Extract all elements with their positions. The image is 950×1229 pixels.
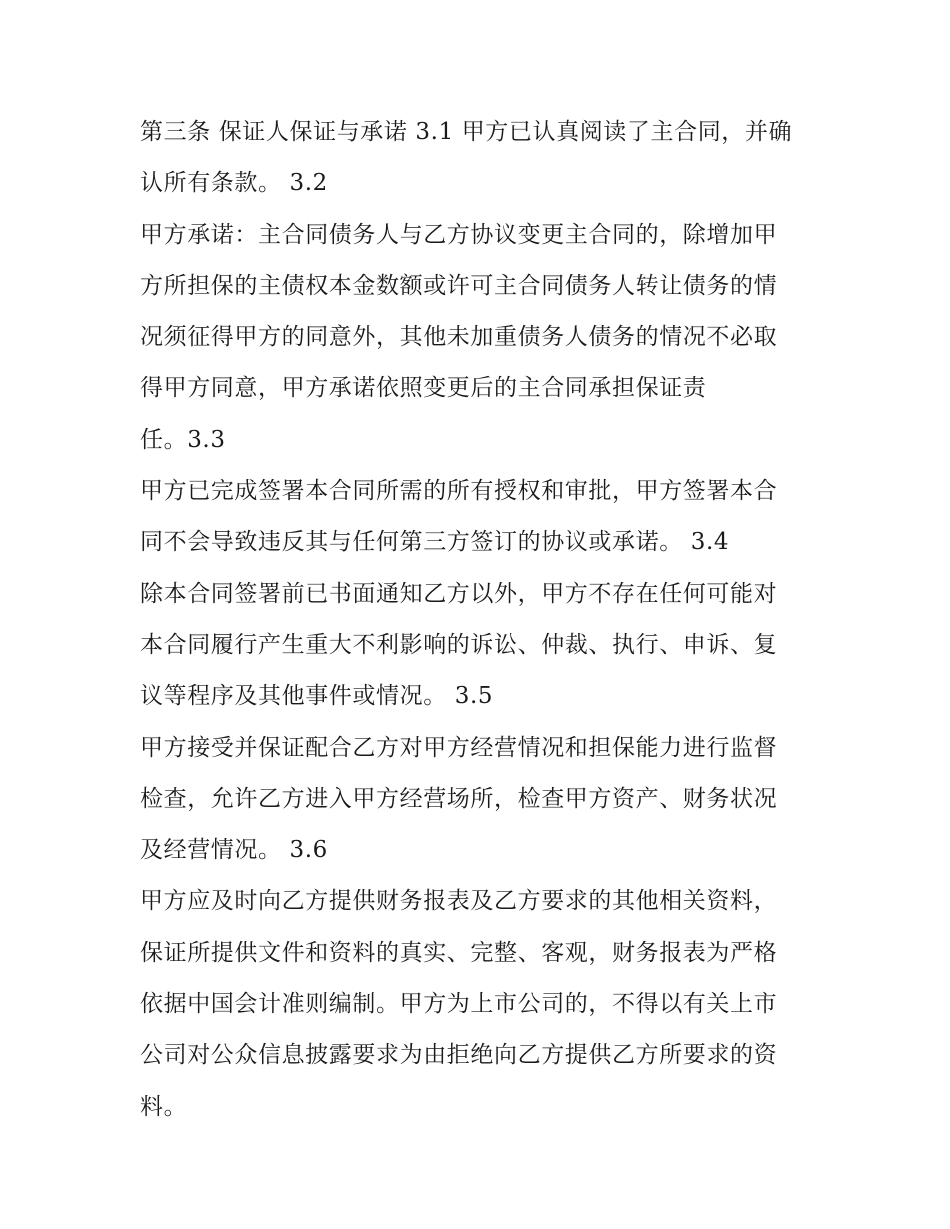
- text-line: 甲方承诺：主合同债务人与乙方协议变更主合同的，除增加甲: [140, 221, 778, 248]
- text-line: 检查，允许乙方进入甲方经营场所，检查甲方资产、财务状况: [140, 785, 778, 812]
- text-line: 第三条 保证人保证与承诺 3.1 甲方已认真阅读了主合同，并确: [140, 119, 793, 145]
- text-line: 甲方应及时向乙方提供财务报表及乙方要求的其他相关资料，: [140, 888, 778, 915]
- text-line: 甲方接受并保证配合乙方对甲方经营情况和担保能力进行监督: [140, 734, 778, 761]
- contract-text: [140, 107, 830, 1133]
- text-line: 公司对公众信息披露要求为由拒绝向乙方提供乙方所要求的资: [140, 1042, 778, 1069]
- text-line: 得甲方同意，甲方承诺依照变更后的主合同承担保证责: [140, 375, 707, 402]
- text-line: 料。: [140, 1093, 188, 1120]
- text-line: 甲方已完成签署本合同所需的所有授权和审批，甲方签署本合: [140, 478, 778, 505]
- text-line: 及经营情况。 3.6: [140, 837, 328, 864]
- text-line: 方所担保的主债权本金数额或许可主合同债务人转让债务的情: [140, 272, 778, 299]
- text-line: 同不会导致违反其与任何第三方签订的协议或承诺。 3.4: [140, 529, 730, 556]
- text-line: 议等程序及其他事件或情况。 3.5: [140, 683, 494, 710]
- text-line: 认所有条款。 3.2: [140, 170, 328, 197]
- text-line: 依据中国会计准则编制。甲方为上市公司的，不得以有关上市: [140, 991, 778, 1018]
- text-line: 保证所提供文件和资料的真实、完整、客观，财务报表为严格: [140, 939, 778, 966]
- text-line: 任。3.3: [140, 426, 226, 453]
- text-line: 本合同履行产生重大不利影响的诉讼、仲裁、执行、申诉、复: [140, 631, 778, 658]
- text-line: 除本合同签署前已书面通知乙方以外，甲方不存在任何可能对: [140, 580, 778, 607]
- text-line: 况须征得甲方的同意外，其他未加重债务人债务的情况不必取: [140, 324, 778, 351]
